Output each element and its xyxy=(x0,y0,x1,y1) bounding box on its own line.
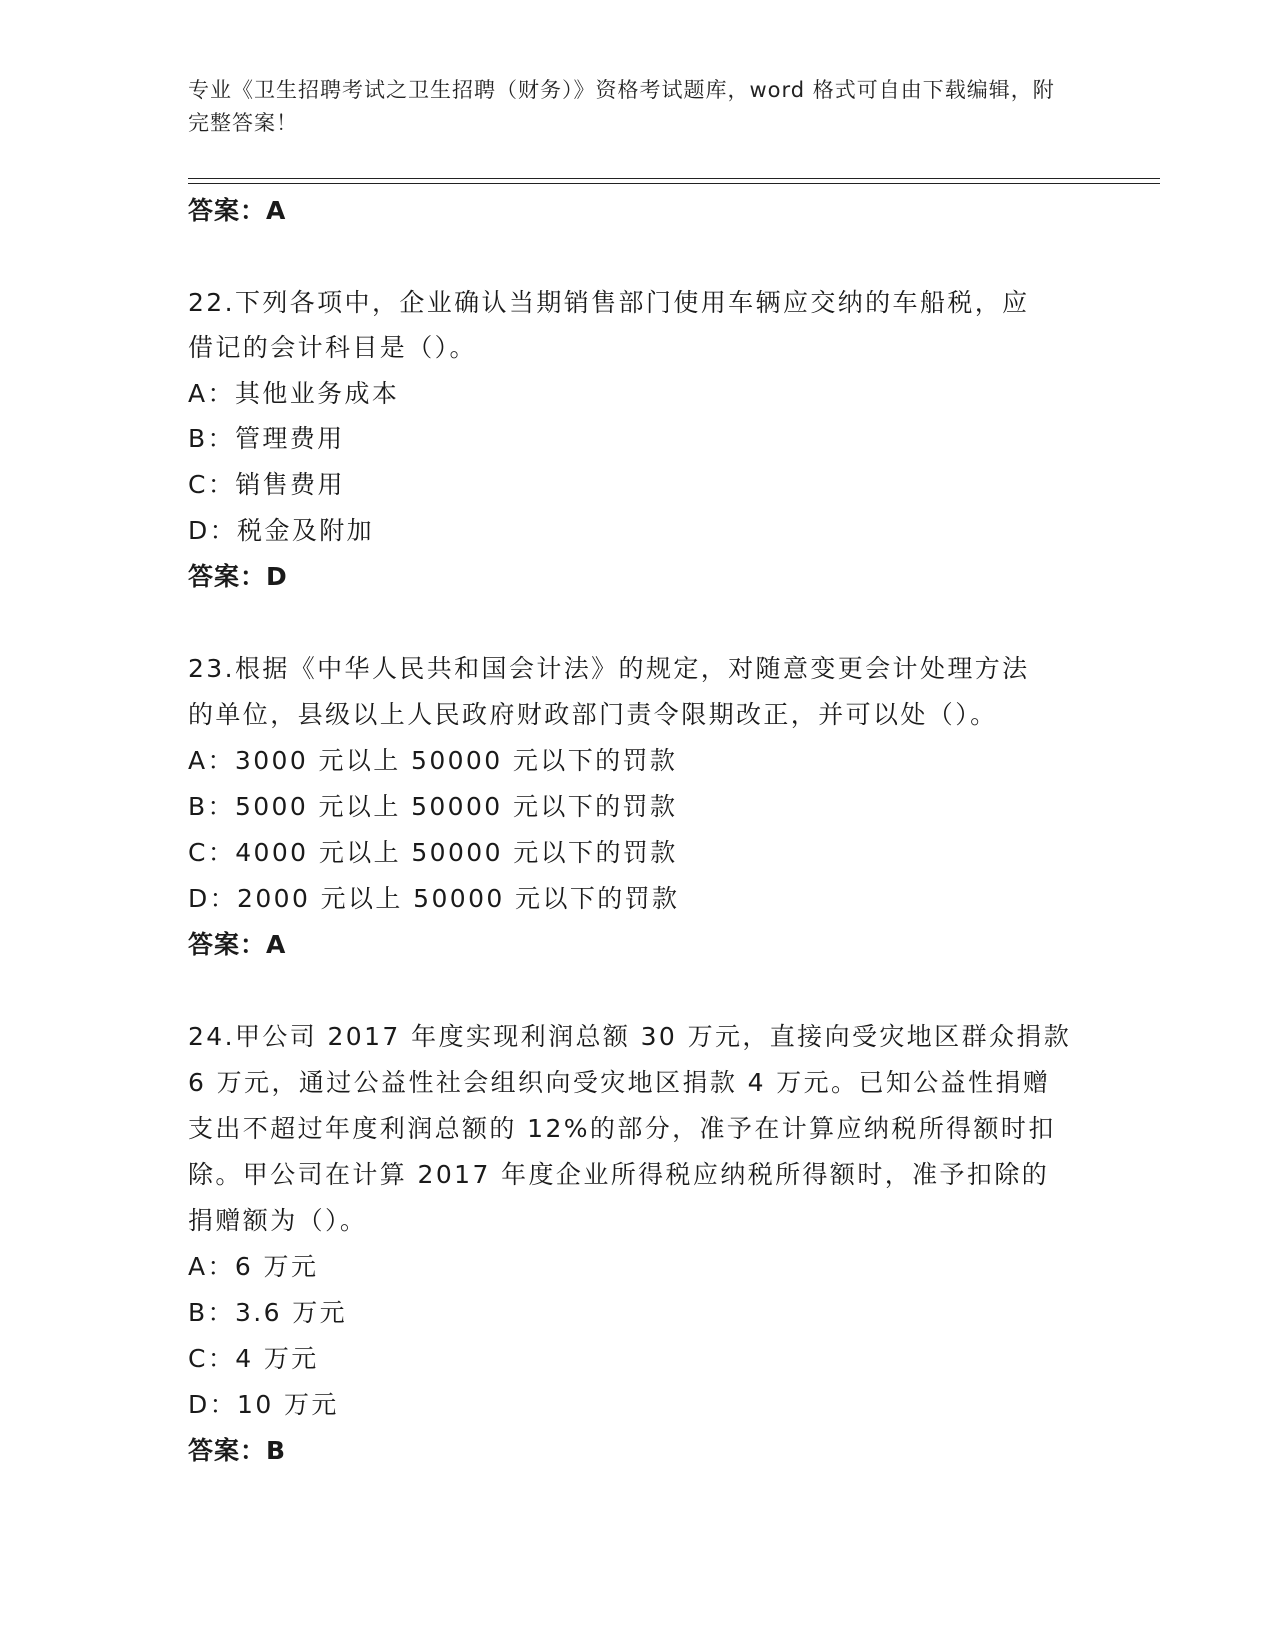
text-line: 6 万元，通过公益性社会组织向受灾地区捐款 4 万元。已知公益性捐赠 xyxy=(188,1068,1051,1097)
header-divider-bottom xyxy=(188,183,1160,184)
text-line: 23.根据《中华人民共和国会计法》的规定，对随意变更会计处理方法 xyxy=(188,654,1030,683)
text-line: C：销售费用 xyxy=(188,470,345,499)
text-line: A：6 万元 xyxy=(188,1252,319,1281)
answer-line: 答案：B xyxy=(188,1436,287,1465)
text-line: B：5000 元以上 50000 元以下的罚款 xyxy=(188,792,678,821)
header-divider-top xyxy=(188,178,1160,179)
text-line: 支出不超过年度利润总额的 12%的部分，准予在计算应纳税所得额时扣 xyxy=(188,1114,1056,1143)
answer-line: 答案：A xyxy=(188,196,287,225)
text-line: B：3.6 万元 xyxy=(188,1298,348,1327)
text-line: 24.甲公司 2017 年度实现利润总额 30 万元，直接向受灾地区群众捐款 xyxy=(188,1022,1072,1051)
text-line: A：3000 元以上 50000 元以下的罚款 xyxy=(188,746,678,775)
answer-line: 答案：A xyxy=(188,930,287,959)
text-line: C：4 万元 xyxy=(188,1344,319,1373)
text-line: D：2000 元以上 50000 元以下的罚款 xyxy=(188,884,680,913)
text-line: B：管理费用 xyxy=(188,424,345,453)
text-line: 22.下列各项中，企业确认当期销售部门使用车辆应交纳的车船税，应 xyxy=(188,288,1030,317)
text-line: 除。甲公司在计算 2017 年度企业所得税应纳税所得额时，准予扣除的 xyxy=(188,1160,1050,1189)
text-line: 捐赠额为（）。 xyxy=(188,1206,368,1235)
text-line: 的单位，县级以上人民政府财政部门责令限期改正，并可以处（）。 xyxy=(188,700,998,729)
text-line: D：税金及附加 xyxy=(188,516,375,545)
document-header: 专业《卫生招聘考试之卫生招聘（财务）》资格考试题库，word 格式可自由下载编辑，附完整答案！ xyxy=(188,78,1055,135)
text-line: D：10 万元 xyxy=(188,1390,339,1419)
text-line: 借记的会计科目是（）。 xyxy=(188,333,477,362)
answer-line: 答案：D xyxy=(188,562,288,591)
text-line: C：4000 元以上 50000 元以下的罚款 xyxy=(188,838,678,867)
text-line: A：其他业务成本 xyxy=(188,379,400,408)
